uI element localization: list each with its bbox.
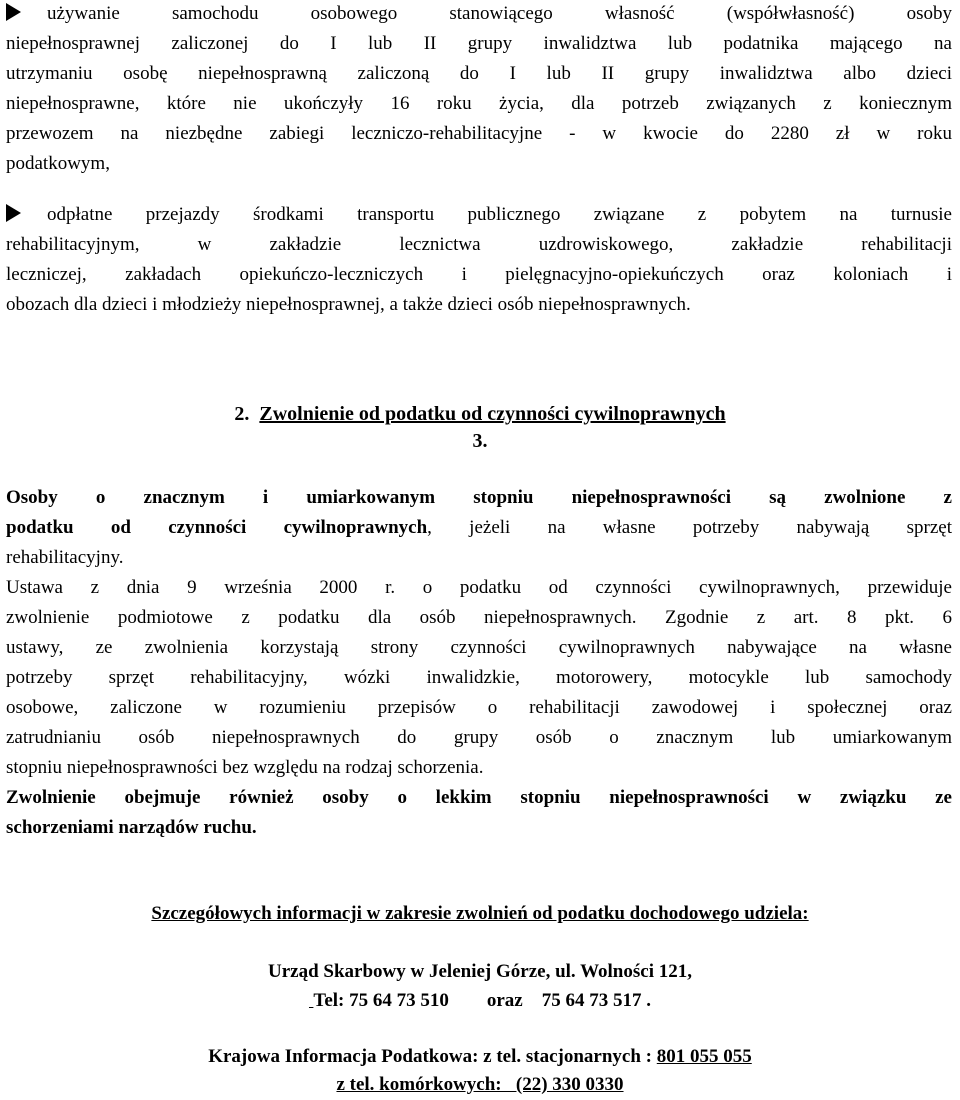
text-line: potrzeby sprzęt rehabilitacyjny, wózki inwalidzkie, motorowery, motocykle lub samochody	[6, 667, 952, 688]
bullet-arrow-icon	[6, 3, 21, 21]
text-line: podatkowym,	[6, 153, 110, 174]
kip-mobile-line: z tel. komórkowych: (22) 330 0330	[336, 1074, 624, 1095]
office-phones: Tel: 75 64 73 510 oraz 75 64 73 517 .	[313, 990, 651, 1011]
text-line: stopniu niepełnosprawności bez względu na rodzaj schorzenia.	[6, 757, 484, 778]
section-heading: 2. Zwolnienie od podatku od czynności cywilnoprawnych	[234, 403, 726, 425]
text-line: obozach dla dzieci i młodzieży niepełnosprawnej, a także dzieci osób niepełnosprawnych.	[6, 294, 691, 315]
text-line: osobowe, zaliczone w rozumieniu przepisów o rehabilitacji zawodowej i społecznej oraz	[6, 697, 952, 718]
intro-bold-line: Osoby o znacznym i umiarkowanym stopniu niepełnosprawności są zwolnione z	[6, 487, 952, 508]
bold-note-line: Zwolnienie obejmuje również osoby o lekkim stopniu niepełnosprawności w związku ze	[6, 787, 952, 808]
kip-landline-number: 801 055 055	[656, 1046, 752, 1067]
text-line: przewozem na niezbędne zabiegi leczniczo-rehabilitacyjne - w kwocie do 2280 zł w roku	[6, 123, 952, 144]
text-line: rehabilitacyjny.	[6, 547, 124, 568]
section-subnumber: 3.	[472, 430, 488, 452]
text-line: ustawy, ze zwolnienia korzystają strony czynności cywilnoprawnych nabywające na własne	[6, 637, 952, 658]
bullet-arrow-icon	[6, 204, 21, 222]
intro-line: podatku od czynności cywilnoprawnych, jeżeli na własne potrzeby nabywają sprzęt	[6, 517, 952, 538]
bullet-line: odpłatne przejazdy środkami transportu publicznego związane z pobytem na turnusie	[6, 201, 952, 229]
text-line: leczniczej, zakładach opiekuńczo-leczniczych i pielęgnacyjno-opiekuńczych oraz koloniach i	[6, 264, 952, 285]
text-line: rehabilitacyjnym, w zakładzie lecznictwa uzdrowiskowego, zakładzie rehabilitacji	[6, 234, 952, 255]
office-address: Urząd Skarbowy w Jeleniej Górze, ul. Wolności 121,	[268, 961, 692, 982]
info-header: Szczegółowych informacji w zakresie zwolnień od podatku dochodowego udziela:	[151, 903, 809, 924]
kip-landline-line: Krajowa Informacja Podatkowa: z tel. stacjonarnych : 801 055 055	[208, 1046, 752, 1067]
text-line: niepełnosprawne, które nie ukończyły 16 roku życia, dla potrzeb związanych z koniecznym	[6, 93, 952, 114]
text-line: zwolnienie podmiotowe z podatku dla osób niepełnosprawnych. Zgodnie z art. 8 pkt. 6	[6, 607, 952, 628]
bold-note-line: schorzeniami narządów ruchu.	[6, 817, 257, 838]
text-line: niepełnosprawnej zaliczonej do I lub II grupy inwalidztwa lub podatnika mającego na	[6, 33, 952, 54]
text-line: zatrudnianiu osób niepełnosprawnych do grupy osób o znacznym lub umiarkowanym	[6, 727, 952, 748]
bullet-line: używanie samochodu osobowego stanowiącego własność (współwłasność) osoby	[6, 0, 952, 28]
text-line: utrzymaniu osobę niepełnosprawną zaliczoną do I lub II grupy inwalidztwa albo dzieci	[6, 63, 952, 84]
text-line: Ustawa z dnia 9 września 2000 r. o podatku od czynności cywilnoprawnych, przewiduje	[6, 577, 952, 598]
heading-title: Zwolnienie od podatku od czynności cywilnoprawnych	[259, 403, 726, 425]
